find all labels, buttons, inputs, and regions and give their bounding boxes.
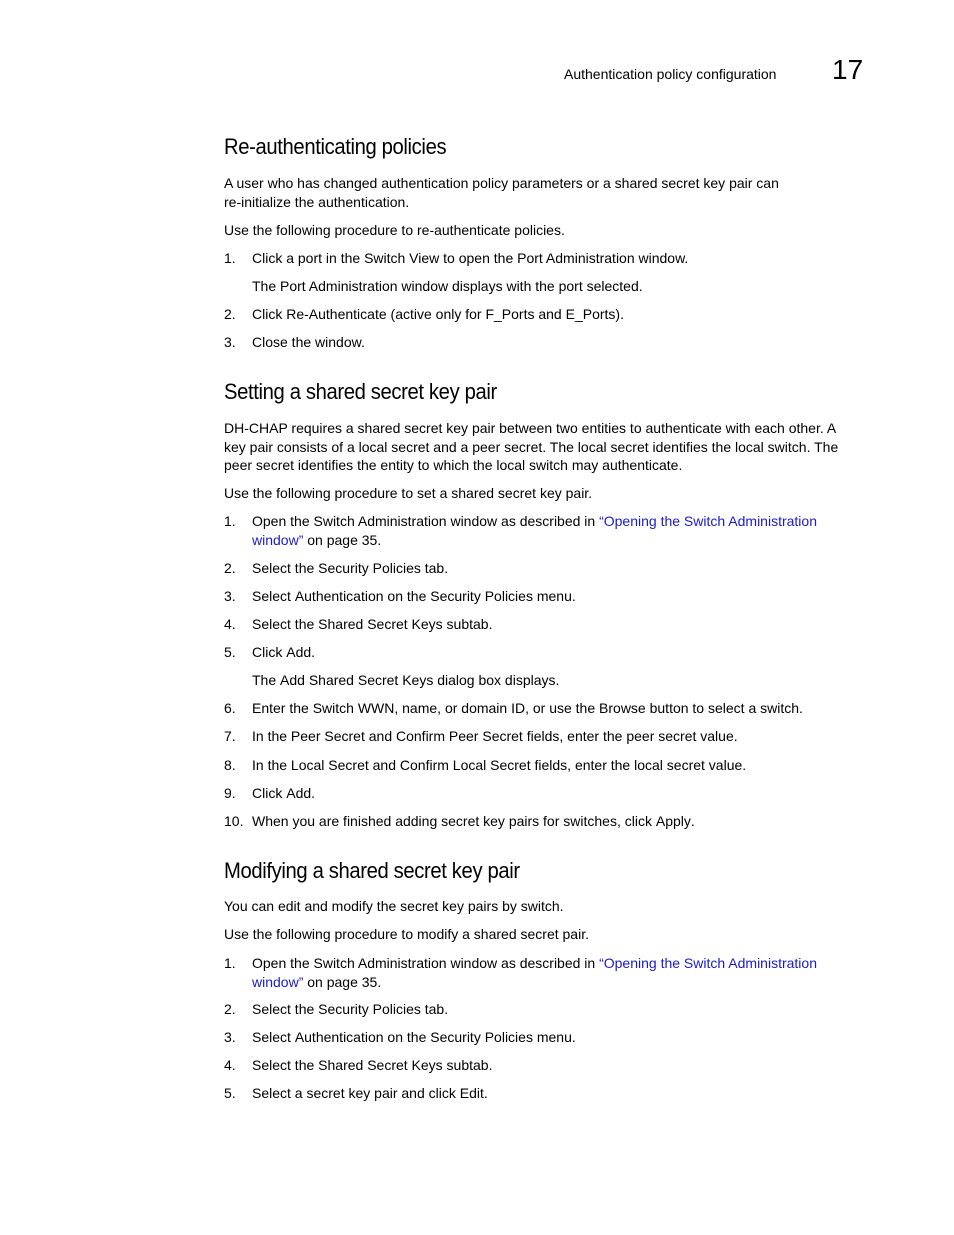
text: Select the <box>252 1001 319 1017</box>
step-number: 9. <box>224 785 236 801</box>
ui-term: Confirm Peer Secret <box>396 728 523 744</box>
step-number: 4. <box>224 616 236 632</box>
text: When you are finished adding secret key pairs for switches, click <box>252 813 656 829</box>
text: window. <box>634 250 689 266</box>
ui-term: Add <box>286 785 312 801</box>
chapter-number: 17 <box>832 54 864 85</box>
text: window as described in <box>446 513 600 529</box>
text: Select a secret key pair and click <box>252 1085 460 1101</box>
step-number: 1. <box>224 250 236 266</box>
ui-term: Security Policies <box>430 1029 533 1045</box>
paragraph <box>224 174 870 211</box>
text: DH-CHAP requires a shared secret key pair between two entities to authenticate with each other. A <box>224 420 837 436</box>
step-text <box>252 615 870 634</box>
step-text <box>252 727 870 746</box>
step-number: 2. <box>224 1001 236 1017</box>
text: button to select a switch. <box>645 700 803 716</box>
text: re-initialize the authentication. <box>224 193 410 210</box>
step-number: 4. <box>224 1057 236 1073</box>
text: Select the <box>252 560 319 576</box>
step-text <box>252 1084 870 1103</box>
paragraph: You can edit and modify the secret key pairs by switch. <box>224 898 564 914</box>
step-number: 3. <box>224 334 236 350</box>
step-text: Close the window. <box>252 334 365 350</box>
paragraph: Use the following procedure to set a shared secret key pair. <box>224 485 593 501</box>
step-number: 2. <box>224 306 236 322</box>
text: . <box>483 1085 488 1101</box>
paragraph: Use the following procedure to re-authenticate policies. <box>224 222 565 238</box>
ui-term: Shared Secret Keys <box>318 616 443 632</box>
ui-term: Authentication <box>294 588 384 604</box>
text: . <box>311 644 316 660</box>
ui-term: Security Policies <box>430 588 533 604</box>
text: A user who has changed authentication policy parameters or a shared secret key pair can <box>224 175 779 191</box>
text: menu. <box>532 1029 576 1045</box>
running-header-title: Authentication policy configuration <box>564 66 777 82</box>
paragraph: Use the following procedure to modify a shared secret pair. <box>224 926 589 942</box>
step-number: 5. <box>224 1085 236 1101</box>
ui-term: Port Administration <box>280 278 398 294</box>
section-heading-setting-key-pair: Setting a shared secret key pair <box>224 379 497 404</box>
step-number: 3. <box>224 1029 236 1045</box>
step-text <box>252 587 870 606</box>
step-number: 6. <box>224 700 236 716</box>
text: fields, enter the local secret value. <box>530 757 747 773</box>
step-note <box>252 277 870 296</box>
ui-term: Security Policies <box>318 560 421 576</box>
text: tab. <box>420 560 449 576</box>
ui-term: Apply <box>655 813 691 829</box>
text: Open the <box>252 513 314 529</box>
text: peer secret identifies the entity to which the local switch may authenticate. <box>224 457 683 473</box>
step-text <box>252 305 870 324</box>
text: . <box>311 785 316 801</box>
cross-reference-link[interactable]: “Opening the Switch Administration <box>599 513 817 529</box>
text: tab. <box>420 1001 449 1017</box>
text: Click <box>252 785 287 801</box>
cross-reference-link[interactable]: “Opening the Switch Administration <box>599 955 817 971</box>
text: Click <box>252 644 287 660</box>
text: Enter the Switch WWN, name, or domain ID, or use the <box>252 700 600 716</box>
step-text <box>252 512 870 549</box>
step-text <box>252 756 870 775</box>
text: Click a port in the <box>252 250 365 266</box>
text: fields, enter the peer secret value. <box>522 728 738 744</box>
step-note <box>252 671 870 690</box>
ui-term: Browse <box>599 700 646 716</box>
text: Open the <box>252 955 314 971</box>
ui-term: Re-Authenticate <box>286 306 387 322</box>
step-text <box>252 812 870 831</box>
step-text <box>252 643 870 662</box>
step-text <box>252 1056 870 1075</box>
text: window displays with the port selected. <box>397 278 643 294</box>
ui-term: Authentication <box>294 1029 384 1045</box>
text: In the <box>252 728 291 744</box>
text: on page 35. <box>303 531 382 548</box>
step-number: 5. <box>224 644 236 660</box>
ui-term: Security Policies <box>318 1001 421 1017</box>
step-number: 8. <box>224 757 236 773</box>
ui-term: Edit <box>459 1085 484 1101</box>
text: dialog box displays. <box>433 672 560 688</box>
text: on the <box>383 1029 431 1045</box>
step-text <box>252 1028 870 1047</box>
step-text <box>252 1000 870 1019</box>
step-number: 10. <box>224 813 244 829</box>
step-text <box>252 699 870 718</box>
section-heading-modifying-key-pair: Modifying a shared secret key pair <box>224 858 520 883</box>
ui-term: Switch Administration <box>313 955 447 971</box>
text: and <box>368 757 400 773</box>
text: window as described in <box>446 955 600 971</box>
step-number: 1. <box>224 955 236 971</box>
text: key pair consists of a local secret and a peer secret. The local secret identifies the local switch. The <box>224 438 839 455</box>
text: subtab. <box>442 616 493 632</box>
text: The <box>252 672 281 688</box>
text: on the <box>383 588 431 604</box>
ui-term: Port Administration <box>517 250 635 266</box>
text: Select <box>252 1029 295 1045</box>
section-heading-re-authenticating: Re-authenticating policies <box>224 134 447 159</box>
text: (active only for F_Ports and E_Ports). <box>386 306 624 322</box>
text: subtab. <box>442 1057 493 1073</box>
text: on page 35. <box>303 973 382 990</box>
ui-term: Switch Administration <box>313 513 447 529</box>
step-text <box>252 559 870 578</box>
ui-term: Add <box>286 644 312 660</box>
cross-reference-link[interactable]: window” <box>252 531 304 548</box>
text: Click <box>252 306 287 322</box>
text: to open the <box>439 250 518 266</box>
ui-term: Switch View <box>364 250 440 266</box>
step-number: 1. <box>224 513 236 529</box>
ui-term: Shared Secret Keys <box>318 1057 443 1073</box>
ui-term: Confirm Local Secret <box>399 757 531 773</box>
step-text <box>252 784 870 803</box>
step-text <box>252 954 870 991</box>
cross-reference-link[interactable]: window” <box>252 973 304 990</box>
step-number: 3. <box>224 588 236 604</box>
text: Select the <box>252 616 319 632</box>
step-number: 7. <box>224 728 236 744</box>
text: . <box>690 813 695 829</box>
text: menu. <box>532 588 576 604</box>
step-text <box>252 249 870 268</box>
ui-term: Local Secret <box>290 757 369 773</box>
ui-term: Peer Secret <box>290 728 365 744</box>
text: Select the <box>252 1057 319 1073</box>
ui-term: Add Shared Secret Keys <box>280 672 434 688</box>
step-number: 2. <box>224 560 236 576</box>
text: and <box>364 728 396 744</box>
text: In the <box>252 757 291 773</box>
text: The <box>252 278 281 294</box>
text: Select <box>252 588 295 604</box>
paragraph <box>224 419 870 475</box>
